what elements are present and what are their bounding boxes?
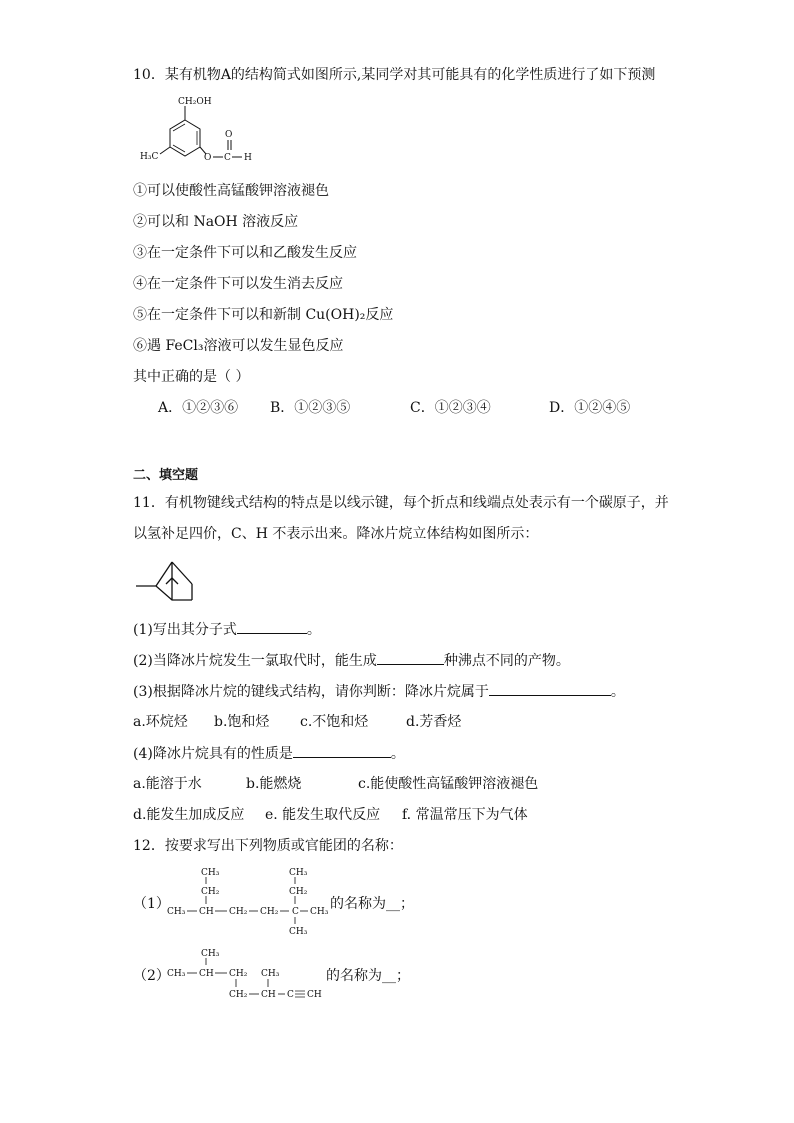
c1-ch2-left: CH₂ [201,887,220,897]
c2-lower-3: CH [307,990,322,1000]
ch2oh-label: CH₂OH [178,97,212,107]
q11-p4-option-f: f. 常温常压下为气体 [402,807,528,823]
q11-part2-blank[interactable] [377,650,444,665]
c1-main-5: CH₃ [310,907,329,917]
c1-ch2-right: CH₂ [289,887,308,897]
compound-a-structure [140,92,280,172]
carbonyl-o-label: O [225,130,233,140]
q11-part1-blank[interactable] [237,619,307,634]
q11-part2 [133,650,570,671]
q11-p4-option-e: e. 能发生取代反应 [265,807,381,823]
c2-lower-2: C [287,990,294,1000]
q11-p3-option-a: a.环烷烃 [133,714,188,730]
q10-statement-6: ⑥遇 FeCl₃溶液可以发生显色反应 [133,338,344,354]
q11-part1-text: (1)写出其分子式 [133,622,237,638]
norbornane-structure [134,558,204,608]
c2-lower-0: CH₂ [229,990,248,1000]
option-label: B． [270,400,295,416]
c2-ch3-mid: CH₃ [261,969,280,979]
q10-stem: 10．某有机物A的结构简式如图所示,某同学对其可能具有的化学性质进行了如下预测 [133,67,656,83]
q11-part3 [133,681,625,702]
q11-part3-end: 。 [610,684,625,700]
q11-part2-text-b: 种沸点不同的产物。 [443,653,570,669]
q11-p3-option-d: d.芳香烃 [406,714,462,730]
ester-c-label: C [224,153,231,163]
q11-part3-text: (3)根据降冰片烷的键线式结构，请你判断：降冰片烷属于 [133,684,489,700]
q10-option-d [549,398,630,418]
q10-statement-1: ①可以使酸性高锰酸钾溶液褪色 [133,183,329,199]
c2-lower-1: CH [261,990,276,1000]
q10-option-a [158,398,238,418]
c1-main-0: CH₃ [167,907,186,917]
h3c-label: H₃C [140,152,159,162]
q10-option-b [270,398,350,418]
q11-part4 [133,743,405,764]
c1-ch3-bottom: CH₃ [289,927,308,937]
q12-item1-label: （1） [133,896,170,912]
c1-main-3: CH₂ [260,907,279,917]
q12-item2-structure [165,946,335,1002]
q10-option-c [410,398,491,418]
option-label: D． [549,400,575,416]
q11-p3-option-c: c.不饱和烃 [300,714,369,730]
c2-main-2: CH₂ [229,969,248,979]
q12-item1-structure [165,866,335,938]
q11-p4-option-a: a.能溶于水 [133,776,202,792]
q10-statement-3: ③在一定条件下可以和乙酸发生反应 [133,245,357,261]
q11-part4-blank[interactable] [293,743,391,758]
q11-part3-blank[interactable] [489,681,611,696]
option-text: ①②③⑤ [294,400,351,416]
q11-p3-option-b: b.饱和烃 [214,714,270,730]
q11-stem-line1: 11．有机物键线式结构的特点是以线示键，每个折点和线端点处表示有一个碳原子，并 [133,495,669,511]
q10-statement-2: ②可以和 NaOH 溶液反应 [133,214,299,230]
q11-part1 [133,619,321,640]
q11-stem-line2: 以氢补足四价，C、H 不表示出来。降冰片烷立体结构如图所示： [133,526,539,542]
q11-p4-option-d: d.能发生加成反应 [133,807,245,823]
q10-ask: 其中正确的是（ ） [133,369,250,385]
q11-part4-end: 。 [390,746,405,762]
ester-h-label: H [244,153,252,163]
q11-p4-option-c: c.能使酸性高锰酸钾溶液褪色 [358,776,539,792]
option-text: ①②④⑤ [574,400,631,416]
c1-ch3-top-left: CH₃ [201,868,220,878]
q12-item2-suffix: 的名称为__； [326,968,410,984]
q12-stem: 12．按要求写出下列物质或官能团的名称： [133,838,403,854]
q10-statement-4: ④在一定条件下可以发生消去反应 [133,276,343,292]
ester-o-label: O [204,153,212,163]
q11-part2-text-a: (2)当降冰片烷发生一氯取代时，能生成 [133,653,377,669]
q11-part4-text: (4)降冰片烷具有的性质是 [133,746,293,762]
c2-main-0: CH₃ [167,969,186,979]
c1-main-2: CH₂ [229,907,248,917]
c2-main-1: CH [199,969,214,979]
option-text: ①②③⑥ [182,400,239,416]
c1-main-4: C [292,907,299,917]
section-title: 二、填空题 [133,468,199,483]
c1-ch3-top-right: CH₃ [289,868,308,878]
option-text: ①②③④ [434,400,491,416]
q11-p4-option-b: b.能燃烧 [246,776,302,792]
q12-item1-suffix: 的名称为__； [330,896,414,912]
q10-statement-5: ⑤在一定条件下可以和新制 Cu(OH)₂反应 [133,307,394,323]
option-label: A． [158,400,183,416]
c1-main-1: CH [199,907,214,917]
c2-ch3-top: CH₃ [201,949,220,959]
q11-part1-end: 。 [306,622,321,638]
q12-item2-label: （2） [133,968,170,984]
option-label: C． [410,400,435,416]
